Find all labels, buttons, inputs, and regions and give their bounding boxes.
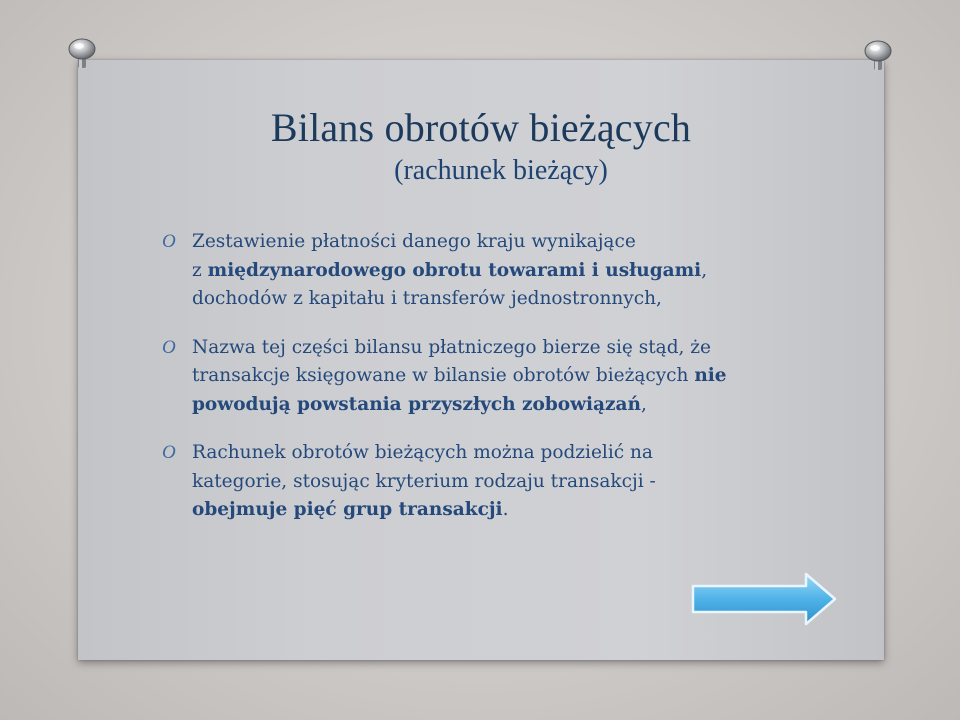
right-arrow-icon[interactable] [690, 571, 838, 627]
bullet-text: , [641, 393, 647, 415]
bullet-text: transakcje księgowane w bilansie obrotów bieżących [192, 365, 695, 386]
bullet-item [162, 439, 802, 525]
bullet-bold-text: międzynarodowego obrotu towarami i usługami [207, 259, 702, 281]
bullet-item [162, 228, 802, 314]
bullet-bold-text: obejmuje pięć grup transakcji [192, 499, 503, 520]
bullet-text: dochodów z kapitału i transferów jednostronnych, [192, 288, 662, 309]
bullet-marker: O [162, 336, 176, 358]
bullet-marker: O [162, 442, 176, 463]
bullet-bold-text: powodują powstania przyszłych zobowiązań [192, 393, 641, 415]
bullet-text: kategorie, stosując kryterium rodzaju transakcji - [192, 470, 656, 492]
bullet-text: . [502, 499, 509, 520]
slide-title [0, 104, 960, 151]
bullet-text: , [701, 259, 708, 281]
slide-title-text: Bilans obrotów bieżących [270, 105, 692, 150]
pushpin-icon [862, 40, 894, 72]
bullet-text: Rachunek obrotów bieżących można podzielić na [192, 442, 653, 463]
pushpin-icon [66, 38, 98, 70]
slide-subtitle: (rachunek bieżący) [394, 155, 608, 186]
bullet-bold-text: nie [694, 365, 727, 386]
bullet-text: Zestawienie płatności danego kraju wynikające [192, 231, 636, 252]
bullet-marker: O [162, 231, 176, 252]
bullet-list [162, 228, 802, 545]
bullet-item [162, 334, 802, 420]
bullet-text: z [192, 259, 208, 281]
bullet-text: Nazwa tej części bilansu płatniczego bierze się stąd, że [192, 336, 712, 358]
